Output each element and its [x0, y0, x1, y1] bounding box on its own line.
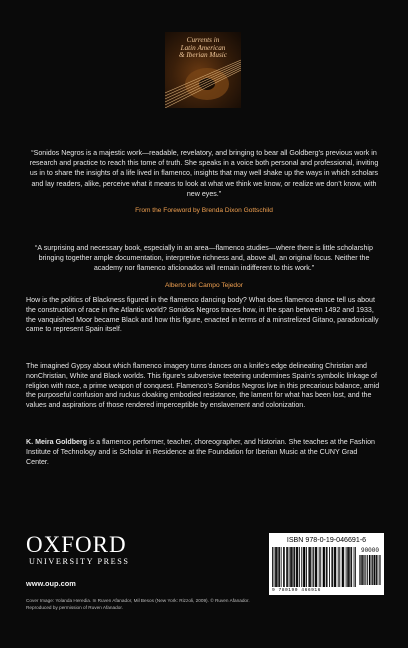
series-title	[169, 37, 237, 60]
barcode-bar	[379, 555, 380, 585]
barcode-bar	[331, 547, 332, 587]
barcode-bar	[329, 547, 330, 587]
barcode-bar	[278, 547, 279, 587]
series-title-line-2: Latin American	[180, 43, 226, 52]
barcode-bar	[342, 547, 343, 587]
barcode-bar	[320, 547, 321, 587]
barcode-bar	[372, 555, 373, 585]
barcode-bar	[286, 547, 287, 587]
barcode-bar	[362, 555, 363, 585]
barcode-bar	[326, 547, 327, 587]
barcode-bar	[323, 547, 324, 587]
addon-digits: 90000	[360, 547, 379, 554]
barcode-bar	[309, 547, 310, 587]
barcode-bar	[276, 547, 277, 587]
barcode-bar	[351, 547, 352, 587]
oxford-logo-subtitle: UNIVERSITY PRESS	[29, 557, 130, 566]
barcode-bar	[287, 547, 288, 587]
barcode-bar	[316, 547, 317, 587]
barcode-bar	[301, 547, 302, 587]
barcode-bar	[324, 547, 325, 587]
barcode-bar	[361, 555, 362, 585]
barcode-bar	[315, 547, 316, 587]
barcode-bar	[274, 547, 275, 587]
oxford-logo: OXFORD	[26, 532, 127, 557]
barcode-bar	[334, 547, 335, 587]
barcode-bar	[339, 547, 340, 587]
barcode-bar	[284, 547, 285, 587]
barcode-bar	[343, 547, 344, 587]
barcode-bar	[369, 555, 370, 585]
quote-foreword-attribution: From the Foreword by Brenda Dixon Gottschild	[135, 207, 273, 215]
description-paragraph-1: How is the politics of Blackness figured in the flamenco dancing body? What does flamenco dance tell us about the construction of race in the Atlantic world? Sonidos Negros traces how, in the span between 1492 and 1933, the vanquished Moor became Black and how this figure, enacted in terms of a minstrelized Gitano, paradoxically came to represent Spain itself.	[26, 296, 379, 334]
barcode-bar	[290, 547, 291, 587]
cover-credits: Cover Image: Yolanda Heredia. In Ruven Afanador, Mil Besos (New York: Rizzoli, 2009). © Ruven Afanador. Reproduced by permission of Ruven Afanador.	[26, 598, 250, 610]
barcode-bar	[380, 555, 381, 585]
isbn-number: ISBN 978-0-19-046691-6	[286, 536, 367, 544]
quote-foreword	[26, 148, 382, 216]
barcode-bar	[283, 547, 284, 587]
barcode-bar	[281, 547, 282, 587]
barcode-bar	[372, 555, 373, 585]
quote-foreword-text: “Sonidos Negros is a majestic work—readable, revelatory, and bringing to bear all Goldberg’s previous work in research and practice to reach this tome of truth. She speaks in a voice both personal and professional, inviting us in to share the insights of a life lived in flamenco, insights that may well shake up the ways in which scholars and lay readers, alike, perceive what it means to look at what we think we know, or realize we don’t know, with new eyes.”	[29, 149, 379, 198]
author-bio	[26, 438, 382, 467]
quote-review-text: “A surprising and necessary book, especially in an area—flamenco studies—where there is little scholarship bringing together ample documentation, interpretive richness and, above all, an original focus. Neither the academy nor flamenco aficionados will remain indifferent to this work.”	[35, 244, 373, 273]
barcode-bar	[332, 547, 333, 587]
quote-review-attribution: Alberto del Campo Tejedor	[165, 281, 243, 289]
barcode-bar	[289, 547, 290, 587]
barcode-bar	[291, 547, 292, 587]
barcode-bar	[292, 547, 293, 587]
barcode-bar	[364, 555, 365, 585]
barcode-bar	[312, 547, 313, 587]
barcode-bar	[369, 555, 370, 585]
barcode-bar	[365, 555, 366, 585]
ean-barcode	[272, 547, 356, 587]
barcode-bar	[327, 547, 328, 587]
barcode-bar	[306, 547, 307, 587]
addon-barcode	[359, 555, 381, 585]
barcode-bar	[316, 547, 317, 587]
barcode-bar	[275, 547, 276, 587]
barcode-bar	[277, 547, 278, 587]
barcode-bar	[299, 547, 300, 587]
barcode-bar	[374, 555, 375, 585]
barcode-bar	[279, 547, 280, 587]
barcode-bar	[338, 547, 339, 587]
barcode-bar	[335, 547, 336, 587]
barcode-bar	[304, 547, 305, 587]
author-name: K. Meira Goldberg	[26, 438, 88, 446]
barcode-bar	[376, 555, 377, 585]
barcode-bar	[297, 547, 298, 587]
barcode-bar	[304, 547, 305, 587]
barcode-bar	[343, 547, 344, 587]
series-title-line-3: & Iberian Music	[179, 51, 227, 60]
barcode-bar	[324, 547, 325, 587]
barcode-bar	[367, 555, 368, 585]
series-title-line-1: Currents in	[186, 36, 220, 44]
author-bio-text: is a flamenco performer, teacher, choreographer, and historian. She teaches at the Fashion Institute of Technology and is Scholar in Residence at the Foundation for Iberian Music at the CUNY Grad Center.	[26, 438, 375, 466]
barcode-bar	[310, 547, 311, 587]
barcode-bar	[377, 555, 378, 585]
barcode-bar	[371, 555, 372, 585]
barcode-bar	[313, 547, 314, 587]
barcode-bar	[293, 547, 294, 587]
barcode-bar	[350, 547, 351, 587]
barcode-bar	[297, 547, 298, 587]
publisher-url[interactable]: www.oup.com	[26, 579, 76, 588]
barcode-bar	[296, 547, 297, 587]
barcode-bar	[348, 547, 349, 587]
barcode-bar	[354, 547, 355, 587]
barcode-bar	[367, 555, 368, 585]
barcode-bar	[374, 555, 375, 585]
barcode-box	[269, 533, 384, 595]
description-paragraph-2: The imagined Gypsy about which flamenco imagery turns dances on a knife’s edge delineating Christian and nonChristian, White and Black worlds. This figure’s subversive teetering undermines Spain’s symbolic linkage of religion with race, a prime weapon of conquest. Flamenco’s Sonidos Negros live in this precarious balance, amid the purposeful confusion and ruckus cloaking embodied resistance, the lament for what has been lost, and the values and aspirations of those rendered imperceptible by enslavement and colonization.	[26, 362, 380, 410]
barcode-bar	[272, 547, 273, 587]
barcode-bar	[363, 555, 364, 585]
barcode-bar	[308, 547, 309, 587]
barcode-bar	[362, 555, 363, 585]
barcode-bar	[373, 555, 374, 585]
barcode-bar	[349, 547, 350, 587]
quote-review	[26, 243, 382, 291]
barcode-bar	[294, 547, 295, 587]
barcode-bar	[376, 555, 377, 585]
barcode-bar	[360, 555, 361, 585]
barcode-bar	[355, 547, 356, 587]
barcode-bar	[303, 547, 304, 587]
barcode-bar	[347, 547, 348, 587]
barcode-bar	[378, 555, 379, 585]
barcode-bar	[346, 547, 347, 587]
barcode-bar	[335, 547, 336, 587]
barcode-bar	[319, 547, 320, 587]
barcode-bar	[359, 555, 360, 585]
ean-digits: 9 780190 466916	[272, 588, 321, 593]
series-emblem-guitar-image	[165, 32, 241, 108]
